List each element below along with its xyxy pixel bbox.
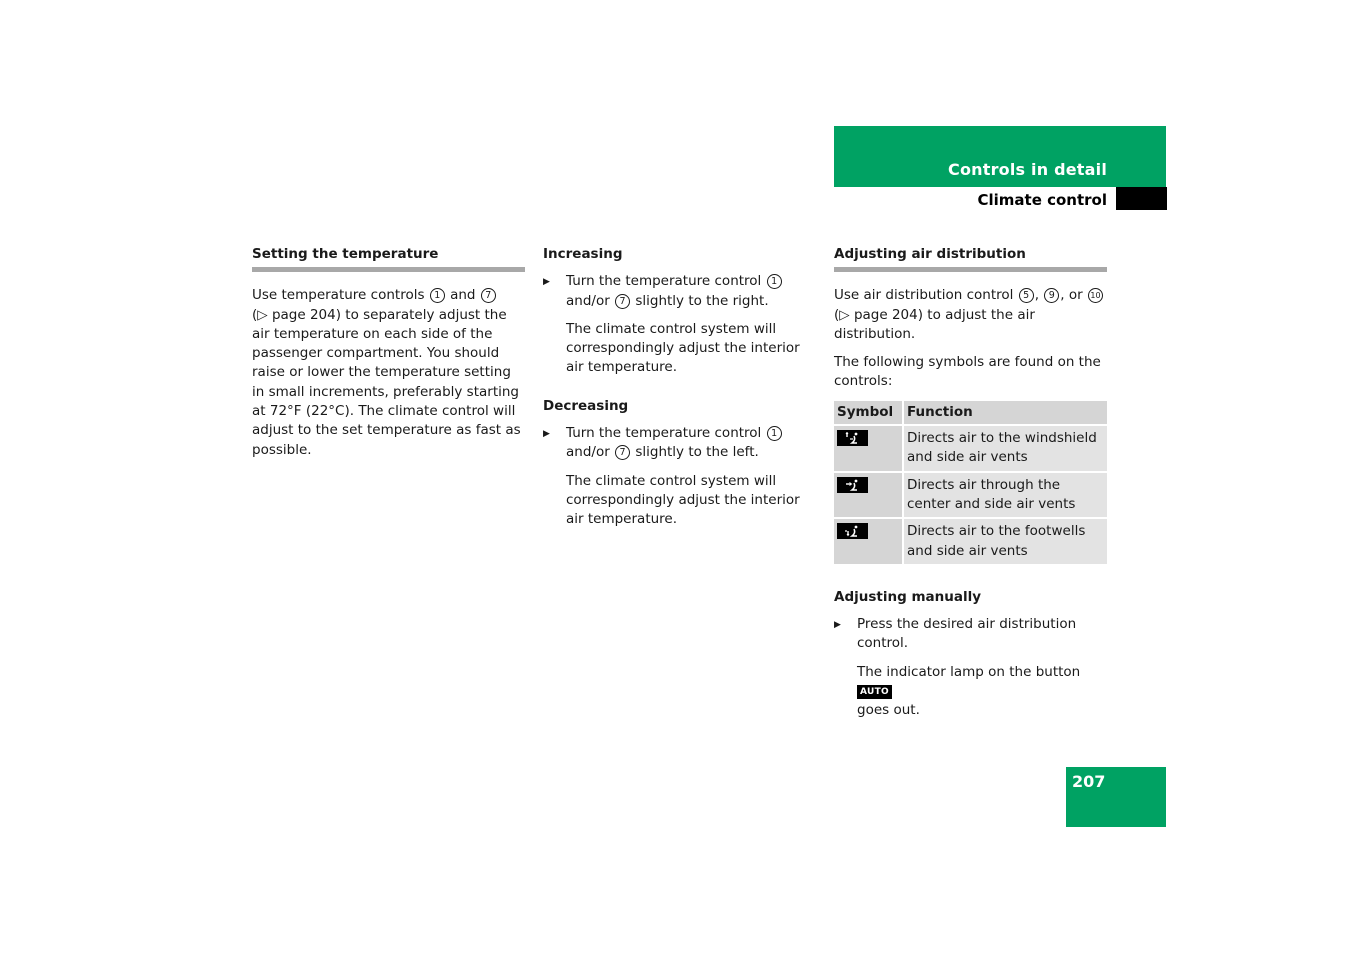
heading-air-distribution: Adjusting air distribution: [834, 245, 1107, 272]
windshield-side-vents-icon: [837, 430, 868, 446]
table-row: [834, 471, 1107, 518]
step-increasing: [543, 272, 813, 311]
auto-button-icon: AUTO: [857, 685, 892, 699]
heading-adjusting-manually: Adjusting manually: [834, 588, 982, 605]
column-setting-temperature: [252, 245, 525, 469]
step-manual: ▶ Press the desired air distribution control.: [834, 615, 1107, 654]
text: Use temperature controls: [252, 287, 429, 304]
function-cell: Directs air to the windshield and side air vents: [904, 424, 1107, 471]
page-number: 207: [1072, 772, 1106, 791]
control-number-badge: 7: [615, 445, 630, 460]
text: slightly to the left.: [631, 444, 759, 461]
control-number-badge: 1: [767, 274, 782, 289]
heading-increasing: Increasing: [543, 246, 623, 262]
table-header-row: [834, 401, 1107, 424]
control-number-badge: 1: [430, 288, 445, 303]
paragraph-air-distribution: [834, 286, 1107, 344]
paragraph-temperature: [252, 286, 525, 460]
control-number-badge: 7: [481, 288, 496, 303]
text: Turn the temperature control: [566, 425, 766, 442]
control-number-badge: 7: [615, 294, 630, 309]
paragraph-symbols-intro: The following symbols are found on the controls:: [834, 354, 1101, 390]
result-decreasing: The climate control system will correspondingly adjust the interior air temperature.: [566, 472, 800, 528]
text: and/or: [566, 292, 615, 309]
control-number-badge: 9: [1044, 288, 1059, 303]
section-title: Controls in detail: [948, 160, 1107, 179]
section-tab-marker: [1116, 187, 1167, 210]
text: , or: [1060, 287, 1087, 304]
text: slightly to the right.: [631, 292, 769, 309]
function-cell: Directs air through the center and side air vents: [904, 471, 1107, 518]
control-number-badge: 1: [767, 426, 782, 441]
heading-decreasing: Decreasing: [543, 397, 629, 414]
text: goes out.: [857, 702, 920, 719]
control-number-badge: 5: [1019, 288, 1034, 303]
subsection-title: Climate control: [977, 191, 1107, 209]
header-function: Function: [904, 401, 1107, 424]
text: and/or: [566, 444, 615, 461]
symbol-cell: [834, 424, 904, 471]
text: Turn the temperature control: [566, 273, 766, 290]
column-increasing-decreasing: [543, 245, 813, 549]
table-row: [834, 517, 1107, 564]
heading-setting-temperature: Setting the temperature: [252, 245, 525, 272]
control-number-badge: 10: [1088, 288, 1103, 303]
step-decreasing: [543, 424, 813, 463]
result-increasing: The climate control system will correspondingly adjust the interior air temperature.: [566, 320, 800, 376]
text: Use air distribution control: [834, 287, 1018, 304]
symbols-table: [834, 401, 1107, 564]
text: The indicator lamp on the button: [857, 663, 1081, 680]
center-side-vents-icon: [837, 477, 868, 493]
table-row: [834, 424, 1107, 471]
symbol-cell: [834, 517, 904, 564]
header-symbol: Symbol: [834, 401, 904, 424]
footwell-side-vents-icon: [837, 523, 868, 539]
symbol-cell: [834, 471, 904, 518]
text: (▷ page 204) to separately adjust the air temperature on each side of the passenger compartment. You should raise or lower the temperature setting in small increments, preferably starting at 72°F (22°C). The climate control will adjust to the set temperature as fast as possible.: [252, 306, 521, 458]
text: ,: [1034, 287, 1044, 304]
text: and: [445, 287, 480, 304]
column-air-distribution: [834, 245, 1107, 740]
result-manual: [834, 663, 1107, 721]
function-cell: Directs air to the footwells and side air vents: [904, 517, 1107, 564]
text: (▷ page 204) to adjust the air distribution.: [834, 306, 1035, 342]
